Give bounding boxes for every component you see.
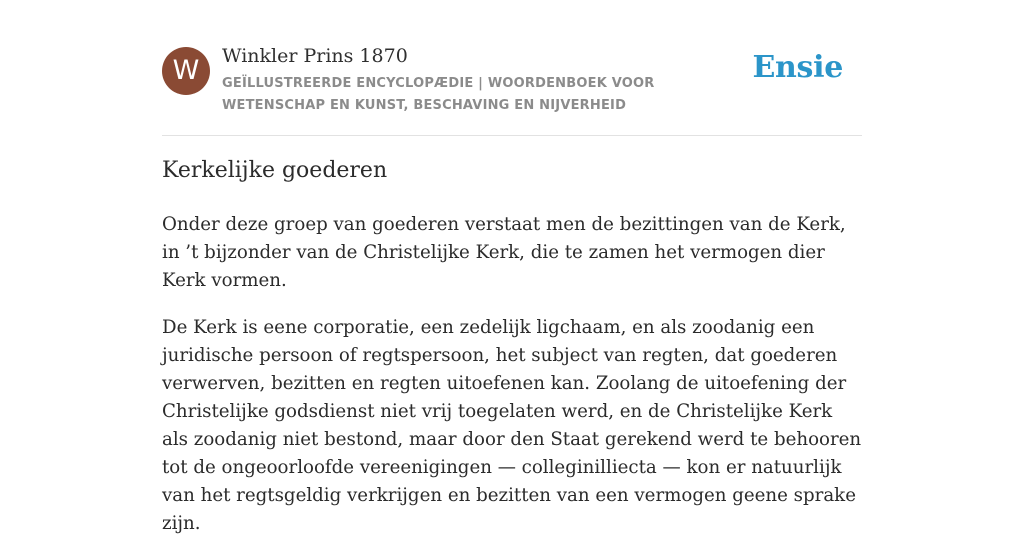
entry-paragraph: Onder deze groep van goederen verstaat men de bezittingen van de Kerk, in ’t bijzonder van de Christelijke Kerk, die te zamen het vermogen dier Kerk vormen. (162, 214, 846, 291)
source-header (162, 0, 862, 136)
source-avatar[interactable]: W (162, 47, 210, 95)
page (162, 0, 862, 534)
entry-paragraph: De Kerk is eene corporatie, een zedelijk ligchaam, en als zoodanig een juridische persoon of regtspersoon, het subject van regten, dat goederen verwerven, bezitten en regten uitoefenen kan. Zoolang de uitoefening der Christelijke godsdienst niet vrij toegelaten werd, en de Christelijke Kerk als zoodanig niet bestond, maar door den Staat gerekend werd te behooren tot de ongeoorloofde vereenigingen — colleginilliecta — kon er natuurlijk van het regtsgeldig verkrijgen en bezitten van een vermogen geene sprake zijn. (162, 317, 862, 534)
entry-body (162, 211, 862, 557)
source-subtitle: GEÏLLUSTREERDE ENCYCLOPÆDIE | WOORDENBOEK VOOR WETENSCHAP EN KUNST, BESCHAVING EN NIJVERHEID (222, 76, 655, 113)
entry-title: Kerkelijke goederen (162, 158, 388, 183)
brand-logo-link[interactable]: Ensie (752, 50, 843, 85)
source-title[interactable]: Winkler Prins 1870 (222, 45, 408, 67)
